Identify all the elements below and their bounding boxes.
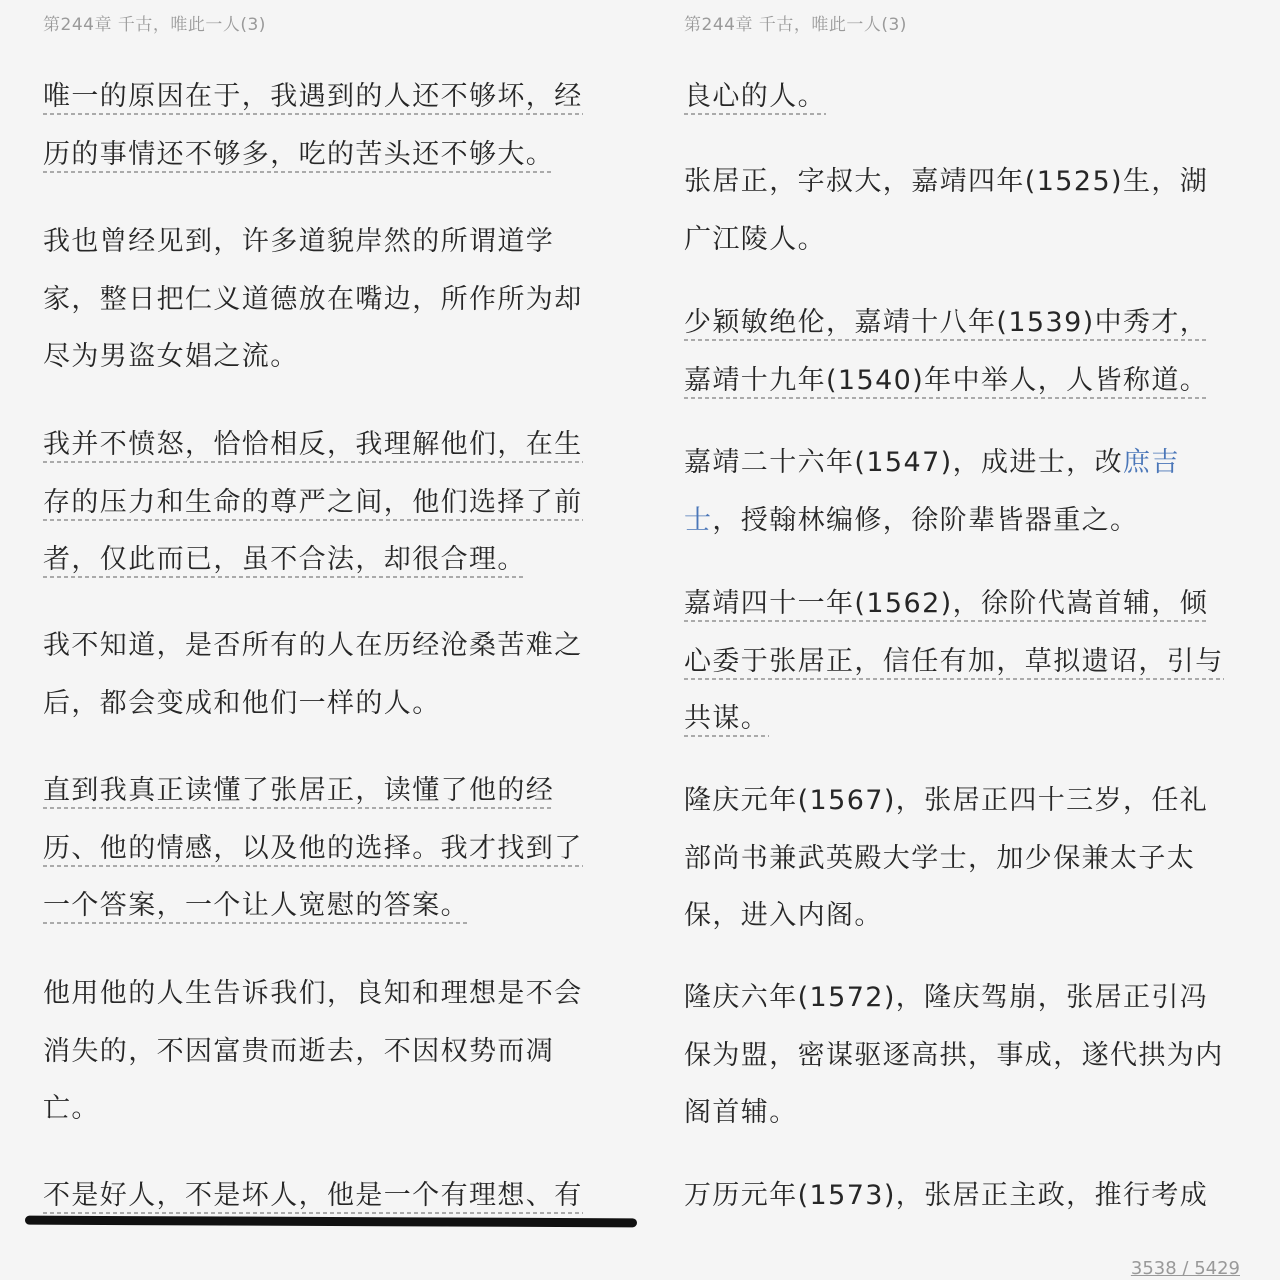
paragraph-text: 少颖敏绝伦，嘉靖十八年(1539)中秀才，嘉靖十九年(1540)年中举人，人皆称道。 [684,307,1208,399]
paragraph [684,969,1232,1142]
paragraph-text: 嘉靖四十一年(1562)，徐阶代嵩首辅，倾心委于张居正，信任有加，草拟遗诏，引与共谋。 [684,588,1224,737]
paragraph[interactable] [684,68,1232,126]
paragraph-text: 不是好人，不是坏人，他是一个有理想、有 [43,1180,583,1214]
paragraph-text: 张居正，字叔大，嘉靖四年(1525)生，湖广江陵人。 [684,166,1209,255]
paragraph [684,1167,1232,1225]
paragraph [43,965,603,1138]
paragraph[interactable] [684,575,1232,748]
paragraph [684,772,1232,945]
page-number: 3538 / 5429 [1130,1258,1240,1279]
paragraph-text: 我也曾经见到，许多道貌岸然的所谓道学家，整日把仁义道德放在嘴边，所作所为却尽为男盗女娼之流。 [43,226,583,372]
paragraph[interactable] [43,68,603,183]
paragraph-text: ，授翰林编修，徐阶辈皆器重之。 [712,504,1139,536]
chapter-header-left: 第244章 千古，唯此一人(3) [43,15,266,35]
paragraph [43,213,603,386]
term-link[interactable]: 庶吉士 [684,447,1180,536]
paragraph-text: 我并不愤怒，恰恰相反，我理解他们，在生存的压力和生命的尊严之间，他们选择了前者，仅此而已，虽不合法，却很合理。 [43,429,583,578]
paragraph [43,617,603,732]
paragraph-text: 我不知道，是否所有的人在历经沧桑苦难之后，都会变成和他们一样的人。 [43,630,583,719]
paragraph-text: 他用他的人生告诉我们，良知和理想是不会消失的，不因富贵而逝去，不因权势而凋亡。 [43,978,583,1124]
paragraph [684,153,1232,268]
paragraph-text: 直到我真正读懂了张居正，读懂了他的经历、他的情感，以及他的选择。我才找到了一个答案，一个让人宽慰的答案。 [43,775,583,924]
paragraph-text: 唯一的原因在于，我遇到的人还不够坏，经历的事情还不够多，吃的苦头还不够大。 [43,81,583,173]
paragraph-text: 良心的人。 [684,81,826,115]
chapter-header-right: 第244章 千古，唯此一人(3) [684,15,907,35]
paragraph [684,434,1232,549]
paragraph[interactable] [43,416,603,589]
paragraph-text: 嘉靖二十六年(1547)，成进士，改 [684,447,1123,478]
right-page[interactable] [640,0,1280,1280]
ink-annotation-stroke [25,1216,637,1228]
paragraph[interactable] [684,294,1232,409]
paragraph-text: 隆庆元年(1567)，张居正四十三岁，任礼部尚书兼武英殿大学士，加少保兼太子太保，进入内阁。 [684,785,1209,931]
paragraph-text: 万历元年(1573)，张居正主政，推行考成 [684,1180,1209,1211]
paragraph-text: 隆庆六年(1572)，隆庆驾崩，张居正引冯保为盟，密谋驱逐高拱，事成，遂代拱为内阁首辅。 [684,982,1224,1128]
paragraph[interactable] [43,762,603,935]
